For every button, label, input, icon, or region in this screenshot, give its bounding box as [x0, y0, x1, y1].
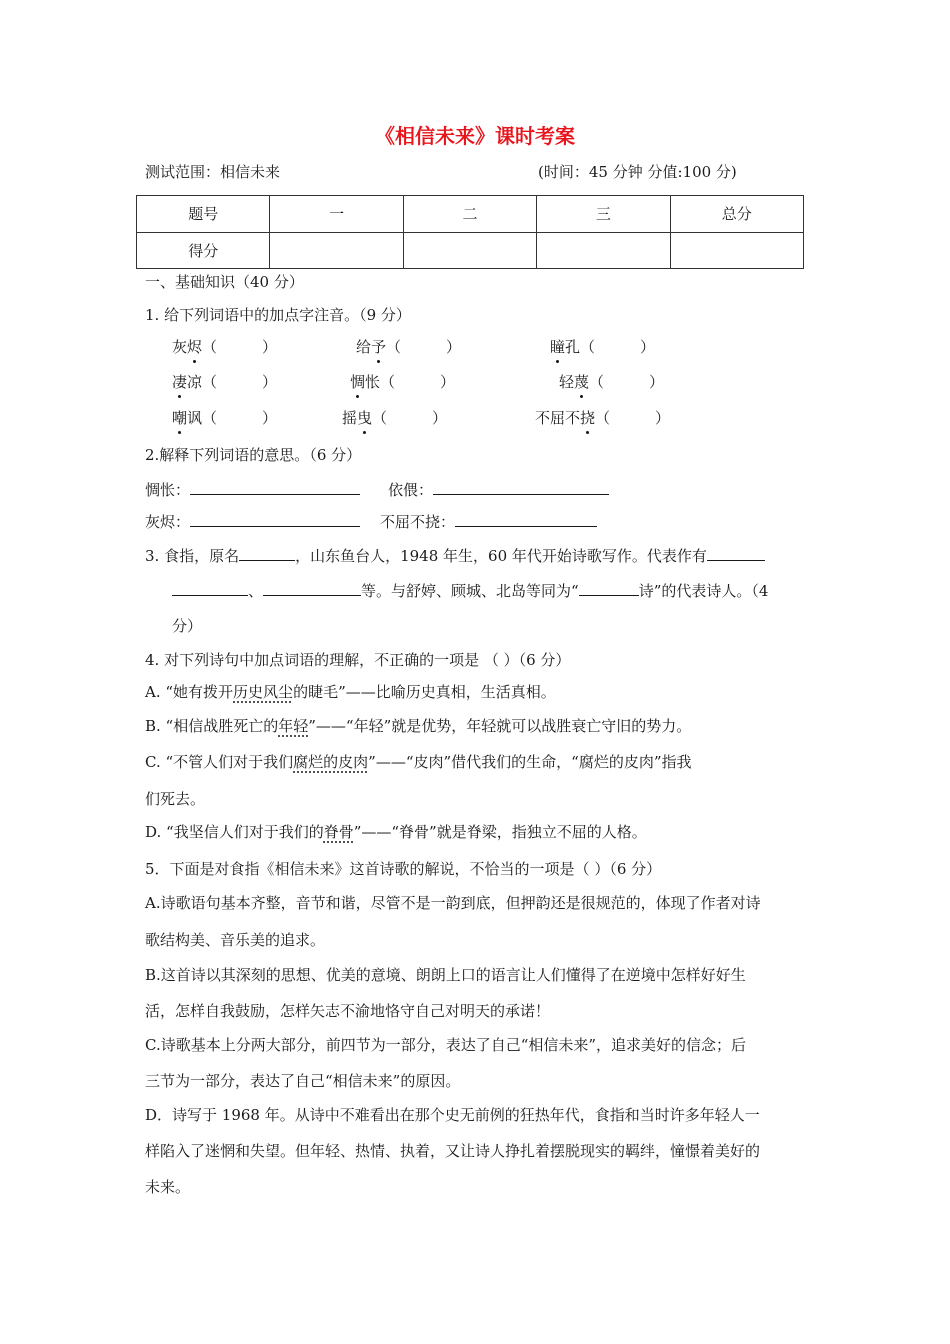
score-table — [136, 195, 804, 269]
dotted-word: 年轻 — [278, 717, 309, 735]
q5-option-b-line-1: B.这首诗以其深刻的思想、优美的意境、朗朗上口的语言让人们懂得了在逆境中怎样好好生 — [145, 966, 746, 984]
answer-blank[interactable]: （ ） — [580, 338, 656, 356]
cell-total: 总分 — [670, 196, 803, 233]
dotted-char: 瞳 — [550, 338, 566, 356]
answer-blank[interactable]: （ ） — [595, 409, 671, 427]
q1-item-5: 惆怅（ ） — [350, 373, 456, 391]
q5-option-c-line-1: C.诗歌基本上分两大部分，前四节为一部分，表达了自己“相信未来”，追求美好的信念；后 — [145, 1036, 747, 1054]
answer-blank[interactable]: （ ） — [202, 338, 278, 356]
score-table-header-row — [137, 196, 804, 233]
cell-section-1: 一 — [270, 196, 403, 233]
answer-line[interactable] — [263, 581, 361, 596]
q5-option-d-line-2: 样陷入了迷惘和失望。但年轻、热情、执着，又让诗人挣扎着摆脱现实的羁绊，憧憬着美好的 — [145, 1142, 761, 1160]
test-scope: 测试范围：相信未来 — [145, 163, 281, 181]
q3-line-2: 、 等。与舒婷、顾城、北岛等同为“ 诗”的代表诗人。（4 — [172, 581, 768, 601]
q3-line-3: 分） — [172, 617, 203, 635]
q2-word-2: 依偎： — [388, 480, 609, 500]
q4-option-a: A. “她有拨开历史风尘的睫毛”——比喻历史真相，生活真相。 — [145, 683, 556, 701]
q5-option-b-line-2: 活，怎样自我鼓励，怎样矢志不渝地恪守自己对明天的承诺！ — [145, 1002, 551, 1020]
q4-option-b: B. “相信战胜死亡的年轻”——“年轻”就是优势，年轻就可以战胜衰亡守旧的势力。 — [145, 717, 692, 735]
answer-line[interactable] — [579, 581, 639, 596]
dotted-char: 惆 — [350, 373, 366, 391]
q4-option-c: C. “不管人们对于我们腐烂的皮肉”——“皮肉”借代我们的生命，“腐烂的皮肉”指我 — [145, 753, 692, 771]
q5-option-d-line-1: D．诗写于 1968 年。从诗中不难看出在那个史无前例的狂热年代，食指和当时许多年轻人一 — [145, 1106, 760, 1124]
q1-item-3: 瞳孔（ ） — [550, 338, 656, 356]
dotted-char: 曳 — [357, 409, 373, 427]
answer-line[interactable] — [239, 546, 295, 561]
dotted-word: 腐烂的皮肉 — [293, 753, 369, 771]
q1-prompt: 1. 给下列词语中的加点字注音。（9 分） — [145, 306, 411, 324]
section-heading: 一、基础知识（40 分） — [145, 273, 304, 291]
q5-option-a-line-1: A.诗歌语句基本齐整，音节和谐，尽管不是一韵到底，但押韵还是很规范的，体现了作者对诗 — [145, 894, 761, 912]
q2-word-4: 不屈不挠： — [380, 512, 597, 532]
q1-item-6: 轻蔑（ ） — [559, 373, 665, 391]
q1-item-9: 不屈不挠（ ） — [535, 409, 671, 427]
q2-word-3: 灰烬： — [145, 512, 360, 532]
score-input-1[interactable] — [270, 232, 403, 269]
answer-line[interactable] — [190, 512, 360, 527]
q5-option-c-line-2: 三节为一部分，表达了自己“相信未来”的原因。 — [145, 1072, 461, 1090]
score-input-total[interactable] — [670, 232, 803, 269]
dotted-char: 蔑 — [574, 373, 590, 391]
dotted-word: 脊骨 — [323, 823, 354, 841]
q4-option-c-continued: 们死去。 — [145, 790, 206, 808]
answer-line[interactable] — [455, 512, 597, 527]
score-input-2[interactable] — [403, 232, 536, 269]
q2-word-1: 惆怅： — [145, 480, 360, 500]
answer-line[interactable] — [433, 480, 609, 495]
q1-item-1: 灰烬（ ） — [172, 338, 278, 356]
answer-line[interactable] — [707, 546, 765, 561]
q3-line-1: 3. 食指，原名 ，山东鱼台人，1948 年生，60 年代开始诗歌写作。代表作有 — [145, 546, 765, 566]
time-and-score: (时间：45 分钟 分值:100 分) — [538, 163, 737, 181]
answer-line[interactable] — [190, 480, 360, 495]
q1-item-4: 凄凉（ ） — [172, 373, 278, 391]
answer-blank[interactable]: （ ） — [372, 409, 448, 427]
q1-item-7: 嘲讽（ ） — [172, 409, 278, 427]
cell-section-3: 三 — [537, 196, 670, 233]
dotted-char: 挠 — [580, 409, 596, 427]
answer-line[interactable] — [172, 581, 248, 596]
cell-section-2: 二 — [403, 196, 536, 233]
q5-prompt: 5．下面是对食指《相信未来》这首诗歌的解说，不恰当的一项是（ ）（6 分） — [145, 860, 662, 878]
q1-item-8: 摇曳（ ） — [342, 409, 448, 427]
dotted-char: 凄 — [172, 373, 188, 391]
q4-option-d: D. “我坚信人们对于我们的脊骨”——“脊骨”就是脊梁，指独立不屈的人格。 — [145, 823, 647, 841]
dotted-char: 烬 — [187, 338, 203, 356]
cell-question-number: 题号 — [137, 196, 270, 233]
score-input-3[interactable] — [537, 232, 670, 269]
answer-blank[interactable]: （ ） — [202, 409, 278, 427]
score-table-score-row — [137, 232, 804, 269]
q4-prompt: 4. 对下列诗句中加点词语的理解，不正确的一项是 （ ）（6 分） — [145, 651, 571, 669]
q1-item-2: 给予（ ） — [356, 338, 462, 356]
cell-score-label: 得分 — [137, 232, 270, 269]
page-title: 《相信未来》课时考案 — [375, 124, 575, 148]
dotted-char: 嘲 — [172, 409, 188, 427]
dotted-char: 予 — [371, 338, 387, 356]
q5-option-d-line-3: 未来。 — [145, 1178, 191, 1196]
dotted-word: 历史风尘 — [233, 683, 294, 701]
answer-blank[interactable]: （ ） — [386, 338, 462, 356]
answer-blank[interactable]: （ ） — [589, 373, 665, 391]
q5-option-a-line-2: 歌结构美、音乐美的追求。 — [145, 931, 326, 949]
q2-prompt: 2.解释下列词语的意思。（6 分） — [145, 446, 362, 464]
answer-blank[interactable]: （ ） — [380, 373, 456, 391]
answer-blank[interactable]: （ ） — [202, 373, 278, 391]
